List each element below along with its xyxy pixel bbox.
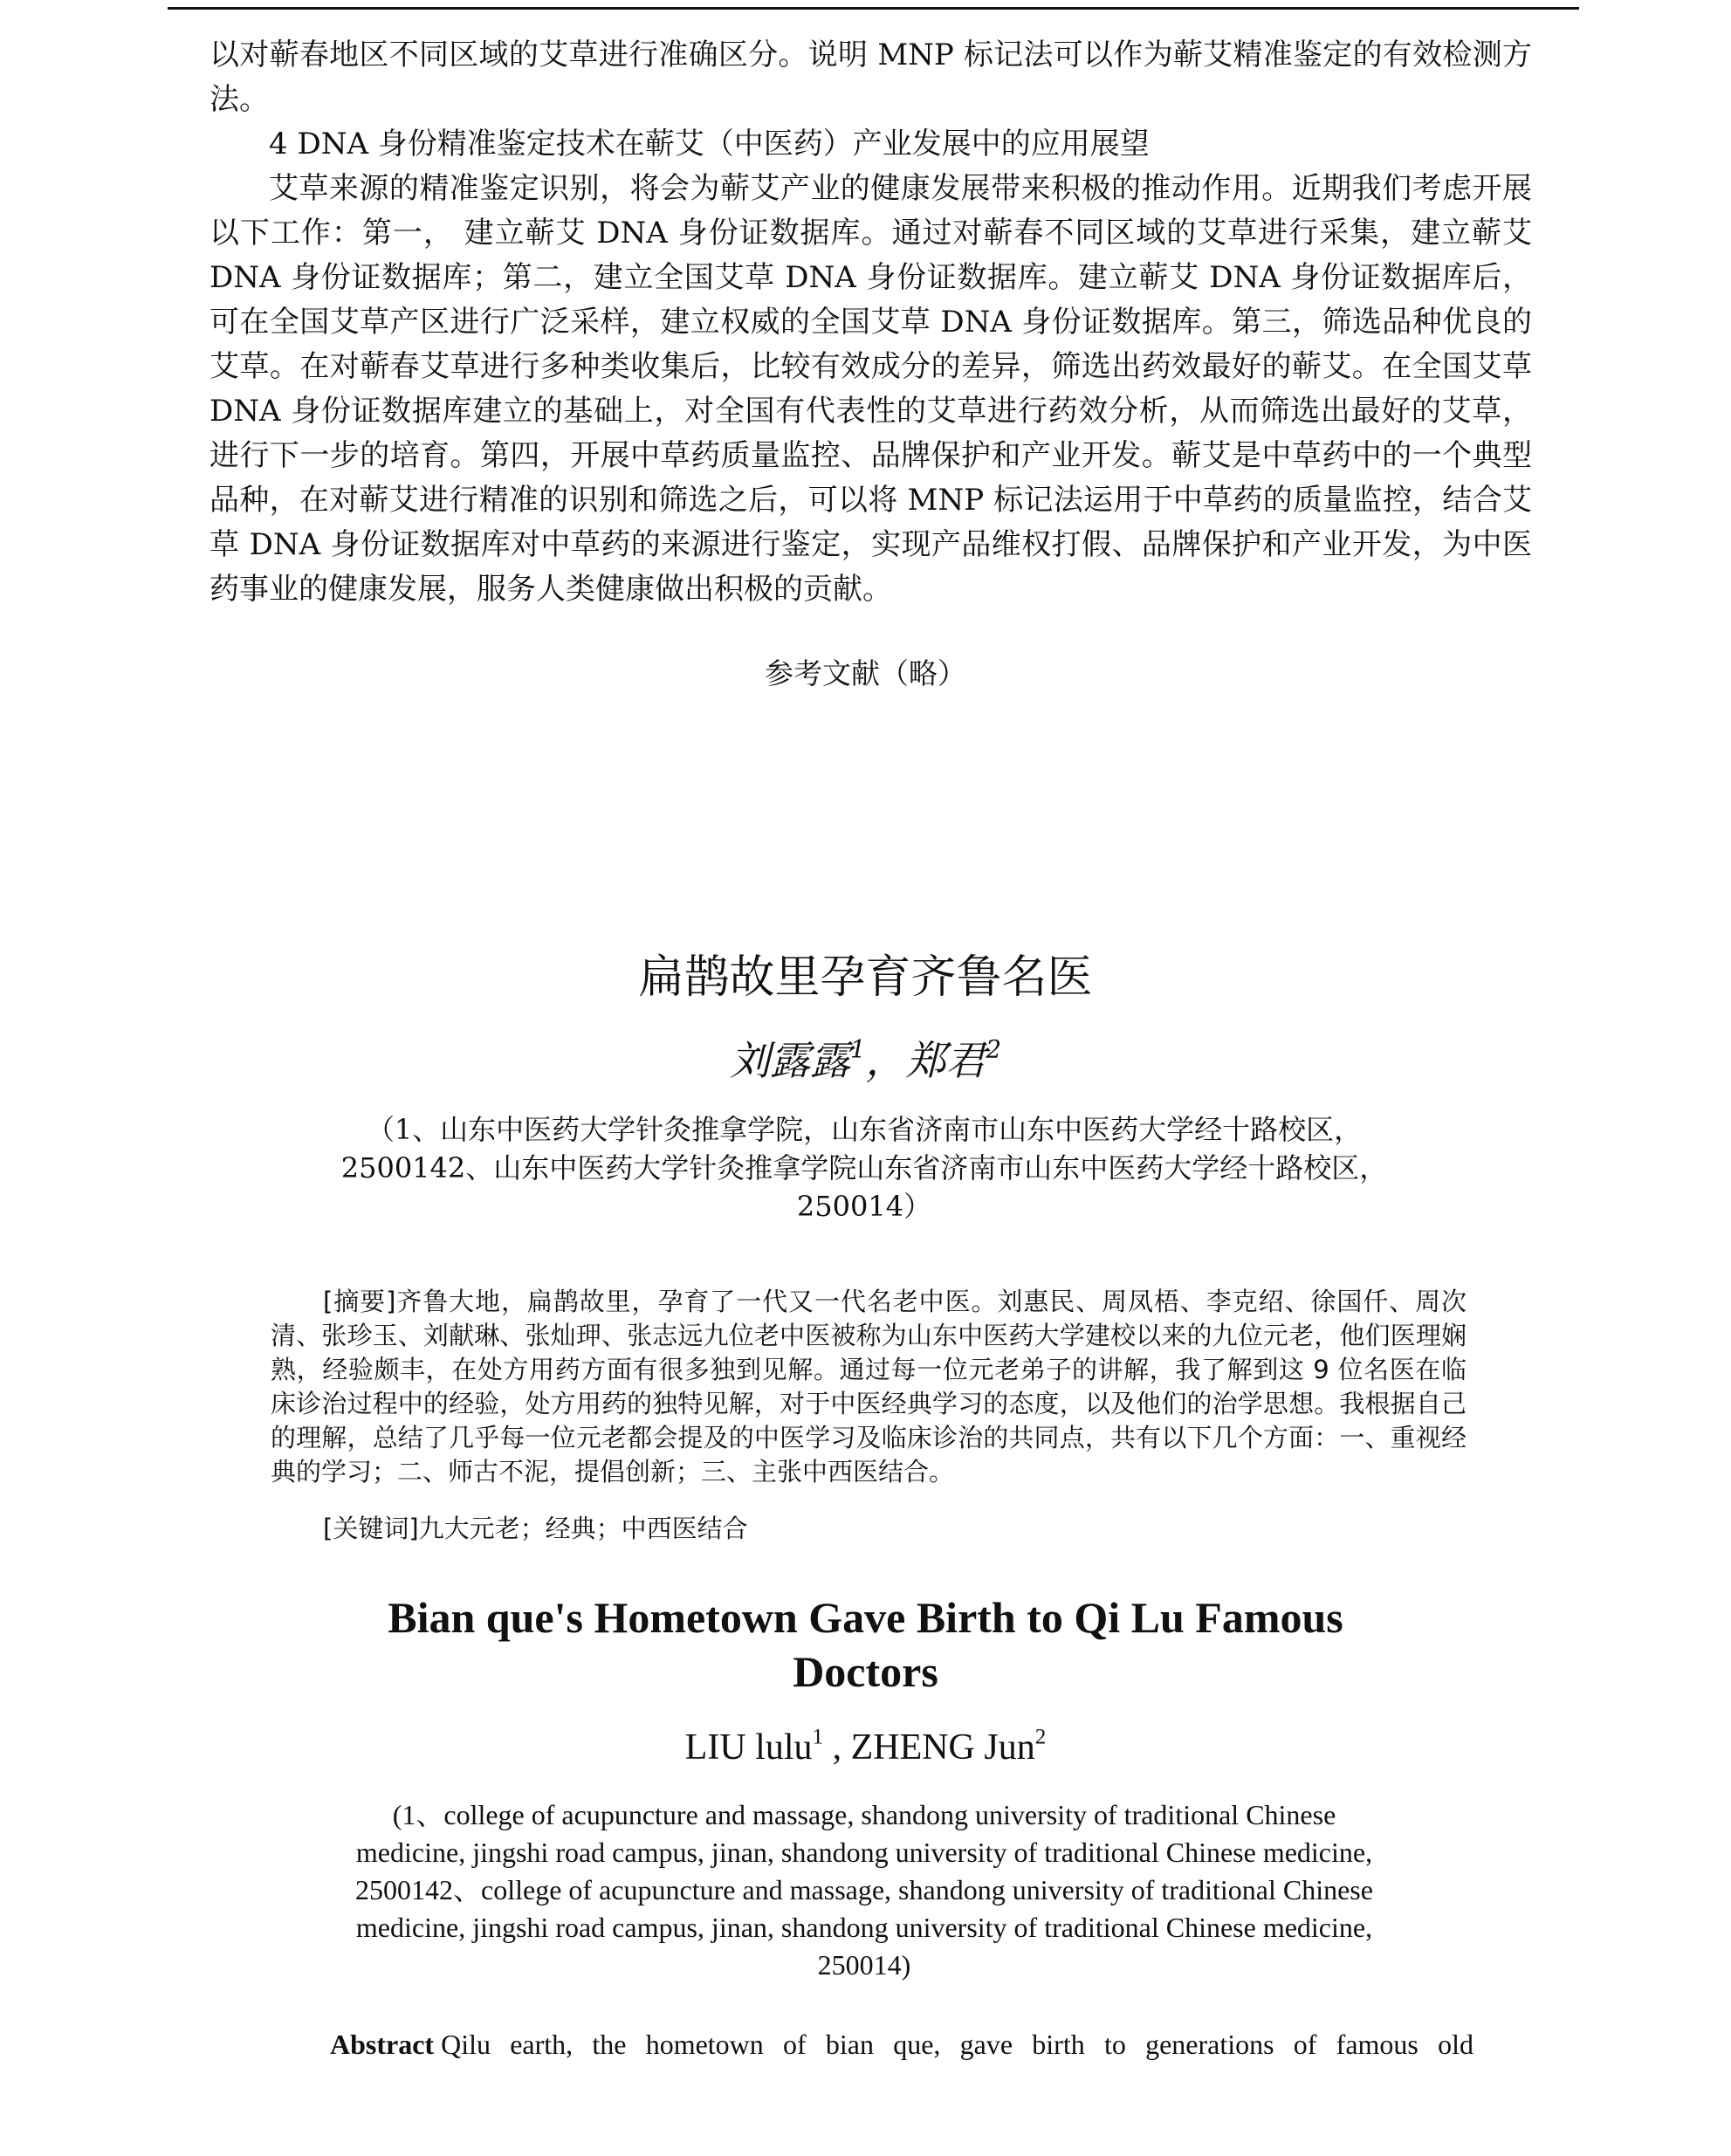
references-heading: 参考文献（略） — [765, 656, 966, 690]
affiliation-line: 2500142、college of acupuncture and massage, shandong university of traditional Chinese — [355, 1874, 1373, 1905]
author-line-cn — [0, 1034, 1731, 1087]
author-name: 郑君 — [905, 1037, 986, 1084]
abstract-cn — [271, 1285, 1467, 1489]
title-line: Bian que's Hometown Gave Birth to Qi Lu Famous — [388, 1593, 1343, 1642]
abstract-en — [330, 2025, 1473, 2063]
affiliation-line: 250014） — [796, 1190, 932, 1223]
keywords-cn — [323, 1512, 1370, 1546]
affiliation-line: （1、山东中医药大学针灸推拿学院，山东省济南市山东中医药大学经十路校区， — [366, 1113, 1363, 1146]
abstract-label: [摘要] — [323, 1287, 396, 1316]
article-title-en — [349, 1590, 1382, 1699]
abstract-label: Abstract — [330, 2029, 435, 2060]
affiliation-line: medicine, jingshi road campus, jinan, shandong university of traditional Chinese medicine, — [355, 1837, 1373, 1868]
author-separator: , — [823, 1727, 851, 1768]
affiliation-en — [297, 1796, 1432, 1984]
article-title-cn: 扁鹊故里孕育齐鲁名医 — [638, 951, 1093, 1004]
affiliation-line: (1、college of acupuncture and massage, shandong university of traditional Chinese — [392, 1799, 1336, 1830]
paragraph-outlook: 艾草来源的精准鉴定识别，将会为蕲艾产业的健康发展带来积极的推动作用。近期我们考虑开展以下工作：第一， 建立蕲艾 DNA 身份证数据库。通过对蕲春不同区域的艾草进行采集，建立蕲艾 DNA 身份证数据库；第二，建立全国艾草 DNA 身份证数据库。建立蕲艾 DNA 身份证数据库后，可在全国艾草产区进行广泛采样，建立权威的全国艾草 DNA 身份证数据库。第三，筛选品种优良的艾草。在对蕲春艾草进行多种类收集后，比较有效成分的差异，筛选出药效最好的蕲艾。在全国艾草 DNA 身份证数据库建立的基础上，对全国有代表性的艾草进行药效分析，从而筛选出最好的艾草，进行下一步的培育。第四，开展中草药质量监控、品牌保护和产业开发。蕲艾是中草药中的一个典型品种，在对蕲艾进行精准的识别和筛选之后，可以将 MNP 标记法运用于中草药的质量监控，结合艾草 DNA 身份证数据库对中草药的来源进行鉴定，实现产品维权打假、品牌保护和产业开发，为中医药事业的健康发展，服务人类健康做出积极的贡献。 — [210, 171, 1532, 607]
author-name: ZHENG Jun — [850, 1727, 1035, 1768]
affiliation-line: 2500142、山东中医药大学针灸推拿学院山东省济南市山东中医药大学经十路校区， — [340, 1151, 1388, 1184]
affiliation-line: medicine, jingshi road campus, jinan, shandong university of traditional Chinese medicine, — [355, 1912, 1373, 1943]
paragraph-conclusion: 以对蕲春地区不同区域的艾草进行准确区分。说明 MNP 标记法可以作为蕲艾精准鉴定的有效检测方法。 — [210, 38, 1532, 117]
author-separator: ， — [865, 1037, 906, 1084]
author-name: 刘露露 — [729, 1037, 850, 1084]
author-affiliation-mark: 1 — [849, 1034, 866, 1064]
author-affiliation-mark: 2 — [986, 1034, 1002, 1064]
keywords-label: [关键词] — [323, 1514, 419, 1543]
section-heading: 4 DNA 身份精准鉴定技术在蕲艾（中医药）产业发展中的应用展望 — [269, 127, 1150, 161]
author-line-en — [0, 1724, 1731, 1771]
author-name: LIU lulu — [684, 1727, 813, 1768]
author-affiliation-mark: 1 — [812, 1725, 824, 1749]
abstract-text: 齐鲁大地，扁鹊故里，孕育了一代又一代名老中医。刘惠民、周凤梧、李克绍、徐国仟、周次清、张珍玉、刘献琳、张灿玾、张志远九位老中医被称为山东中医药大学建校以来的九位元老，他们医理娴熟，经验颇丰，在处方用药方面有很多独到见解。通过每一位元老弟子的讲解，我了解到这 9 位名医在临床诊治过程中的经验，处方用药的独特见解，对于中医经典学习的态度，以及他们的治学思想。我根据自己的理解，总结了几乎每一位元老都会提及的中医学习及临床诊治的共同点，共有以下几个方面：一、重视经典的学习；二、师古不泥，提倡创新；三、主张中西医结合。 — [271, 1287, 1467, 1487]
continued-text — [210, 33, 1532, 612]
author-affiliation-mark: 2 — [1034, 1725, 1047, 1749]
title-line: Doctors — [793, 1647, 938, 1696]
abstract-text: Qilu earth, the hometown of bian que, gave birth to generations of famous old — [441, 2029, 1473, 2060]
header-rule — [168, 7, 1579, 10]
keywords-text: 九大元老；经典；中西医结合 — [418, 1514, 748, 1543]
affiliation-cn — [297, 1110, 1432, 1226]
affiliation-line: 250014) — [817, 1949, 911, 1981]
